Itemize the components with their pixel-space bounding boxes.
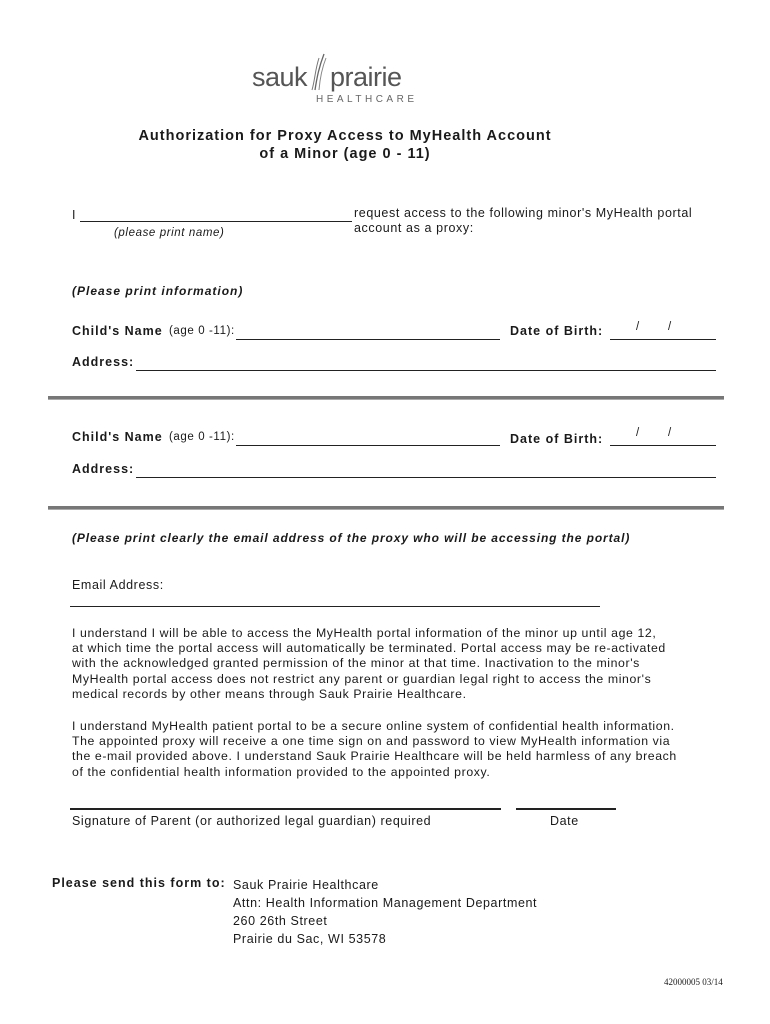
child2-name-label: Child's Name <box>72 430 163 444</box>
child1-address-label: Address: <box>72 355 135 369</box>
mailing-address-line4: Prairie du Sac, WI 53578 <box>233 932 387 946</box>
email-label: Email Address: <box>72 578 164 592</box>
requester-name-field[interactable] <box>80 221 352 222</box>
child2-dob-slash2: / <box>668 427 672 439</box>
child1-name-label: Child's Name <box>72 324 163 338</box>
terms-p1-line4: MyHealth portal access does not restrict any parent or guardian legal right to access the minor's <box>72 671 652 686</box>
child2-name-field[interactable] <box>236 445 500 446</box>
mailing-address-line2: Attn: Health Information Management Department <box>233 896 538 910</box>
request-prefix: I <box>72 208 77 222</box>
terms-p1-line5: medical records by other means through Sauk Prairie Healthcare. <box>72 686 467 701</box>
child1-address-field[interactable] <box>136 370 716 371</box>
form-code: 42000005 03/14 <box>664 977 723 987</box>
request-text-line1: request access to the following minor's MyHealth portal <box>354 206 693 220</box>
logo-wheat-icon <box>310 52 328 92</box>
terms-p1-line1: I understand I will be able to access the MyHealth portal information of the minor up until age 12, <box>72 626 657 640</box>
logo-word-prairie: prairie <box>330 62 402 92</box>
child1-dob-slash1: / <box>636 321 640 333</box>
terms-p1-line2: at which time the portal access will automatically be terminated. Portal access may be re-activated <box>72 641 666 656</box>
terms-paragraph-2 <box>72 719 722 780</box>
child2-age-note: (age 0 -11): <box>169 431 235 443</box>
terms-p2-line1: I understand MyHealth patient portal to be a secure online system of confidential health information. <box>72 719 675 733</box>
logo <box>252 58 422 108</box>
child2-address-field[interactable] <box>136 477 716 478</box>
section-divider-1 <box>48 396 724 400</box>
child1-dob-field[interactable] <box>610 339 716 340</box>
terms-paragraph-1 <box>72 626 722 702</box>
child1-name-field[interactable] <box>236 339 500 340</box>
logo-word-sauk: sauk <box>252 62 308 92</box>
mailing-address-line1: Sauk Prairie Healthcare <box>233 878 379 892</box>
child2-dob-field[interactable] <box>610 445 716 446</box>
terms-p2-line2: The appointed proxy will receive a one time sign on and password to view MyHealth information via <box>72 734 671 749</box>
signature-date-label: Date <box>550 814 579 828</box>
terms-p2-line4: of the confidential health information provided to the appointed proxy. <box>72 764 491 779</box>
signature-date-field[interactable] <box>516 808 616 810</box>
terms-p2-line3: the e-mail provided above. I understand Sauk Prairie Healthcare will be held harmless of any breach <box>72 749 677 764</box>
terms-p1-line3: with the acknowledged granted permission of the minor at that time. Inactivation to the minor's <box>72 656 640 671</box>
logo-subtitle: HEALTHCARE <box>316 94 418 105</box>
page-title-line1: Authorization for Proxy Access to MyHealth Account <box>138 128 552 144</box>
child2-dob-slash1: / <box>636 427 640 439</box>
email-instruction: (Please print clearly the email address of the proxy who will be accessing the portal) <box>72 531 631 545</box>
signature-label: Signature of Parent (or authorized legal guardian) required <box>72 814 432 828</box>
child1-dob-slash2: / <box>668 321 672 333</box>
requester-name-hint: (please print name) <box>114 227 225 239</box>
page-title-line2: of a Minor (age 0 - 11) <box>259 146 431 162</box>
child2-address-label: Address: <box>72 462 135 476</box>
print-info-note: (Please print information) <box>72 284 244 298</box>
section-divider-2 <box>48 506 724 510</box>
child1-age-note: (age 0 -11): <box>169 325 235 337</box>
send-form-label: Please send this form to: <box>52 876 226 890</box>
child2-dob-label: Date of Birth: <box>510 432 604 446</box>
child1-dob-label: Date of Birth: <box>510 324 604 338</box>
signature-field[interactable] <box>70 808 501 810</box>
mailing-address <box>233 876 537 948</box>
request-text-line2: account as a proxy: <box>354 221 474 235</box>
email-field[interactable] <box>70 606 600 607</box>
mailing-address-line3: 260 26th Street <box>233 914 328 928</box>
